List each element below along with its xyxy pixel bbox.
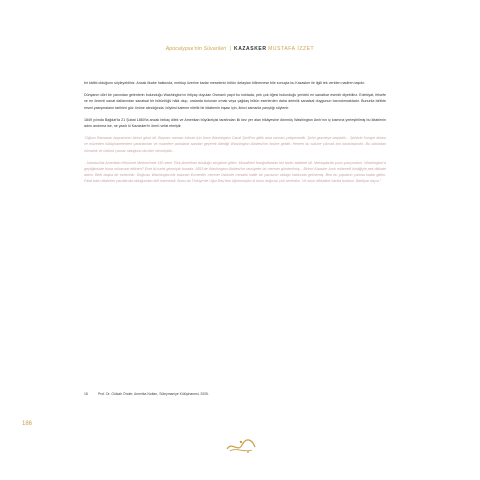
page-number: 186 — [22, 421, 33, 427]
running-head-book-title: Apocalypse'nin Süvarileri — [165, 46, 227, 52]
paragraph: bir kâtibi olduğunu söyleyebiliriz. Ancak ilkabe hakkında, mektup üzerine kadar meselenin bütün detayları bilinemese bile sonuçta bu Kazasker ile ilgili tek veriden nadiren taşıdır. — [84, 81, 366, 85]
main-text — [84, 80, 386, 191]
running-head-author-bold: KAZASKER — [233, 46, 267, 52]
footnote-number: 18 — [84, 392, 88, 396]
footnote-text: Prof. Dr. Gülsah Önder, Amerika Notları, Süleymaniye Kütüphanesi, 2005. — [98, 392, 209, 396]
quote-paragraph: “Oğlum Ramazan bayramının birinci günü idi. Bayram namazı kılmak için önce Washington Camii Şerifi’ne gittik ama namazı yetişemedik. Şehri gezmeye başladık... Şehirde Kongre binası ve müzeden kütüphanelerden yararlanılan ve müzelere pahalanlı sandan geçerek dilediği Washington Abidesi’nin önüne geldik. Hemen bu sütune çıkmak için kararlaştırdık. Bu sütûndan mimarlık ve üstünü çamaz olduğunu da izler sörmüştük... — [84, 136, 386, 153]
running-head-separator: | — [229, 46, 231, 52]
footnote — [84, 392, 384, 396]
calligraphy-ornament-icon — [224, 437, 258, 455]
running-head — [0, 46, 480, 52]
block-quote — [84, 135, 386, 184]
quote-paragraph: ...İstanbul’da Amerikan Hükumet Merkezi’nde 150 sene Türk-Amerikan dostluğu sergisine gittim. Mozaikleri fotoğraflardan biri bizim abidede idi. Mektuplarda şunu yazıyordum. Washington’a geçtiğimizde buna müracaat ettikten? Evet iki turist gezmiştir burada. 1853’de Washington Abidesi’ne tavsiyeler bir mermer gönderilmiş... Birinci Kaasker Anıtı mütevelli kimliğiyle pek dikkate aldım. Bellî başka bir ezberinin. Doğrusu Washington’da bulunan Ermeniler mermer üstünde mesaiki kafile bir yazısının olduğu hakkında gelmemiş. Ben bu yapıların yanına kadar gittim. Falat balcı kitabeler yazıtlarıda olduğundan bile istemezdi. Bunu da Türkiye’de Uğur Bey’den öğrenmiştim ki bunu doğrusu çok sevindim. Ve onun dikkatine harika buldum. Bahtiyar dayın.” — [84, 160, 386, 184]
running-head-author-rest: MUSTAFA İZZET — [268, 46, 315, 52]
paragraph: Dünyanın dört bir yanından gelenlerin bulunduğu Washington'ın ihtiyaç duyulan Osmanlı yapıt bu noktada, pek çok öğesi bulunduğu yerdeki en sanatkar eserdir diyebiliriz. Edebiyat, felsefe ve en önemli sanat dallarından sanatsal bir bütünlüğü hâlâ olup, oralarda bulunan ırmak veya çağdaş bütün eserlerden daha derinlik sanatsal duygunun barındırmaktadır. Bununla birlikte resmi yazışmaların tarihleri göz önüne alındığında, böylesi kaleme nitelik bir kitabenin inşası için, ikinci zamanla yarıştığı söylenir. — [84, 93, 386, 110]
paragraph: 1849 yılında Bağdat'ta 21 Şubat 1860'ta ancak birkaç dilek ve Amerikan büyükelçisi tarafından ilk kez yer alan hikâyesine dönmüş Washington Anıtı'nın iç kısmına yerleştirilmiş bu kitabenin adını andırma ise, ne yazık ki Kazasker'in ömrü vefat etmiştir. — [84, 117, 386, 129]
